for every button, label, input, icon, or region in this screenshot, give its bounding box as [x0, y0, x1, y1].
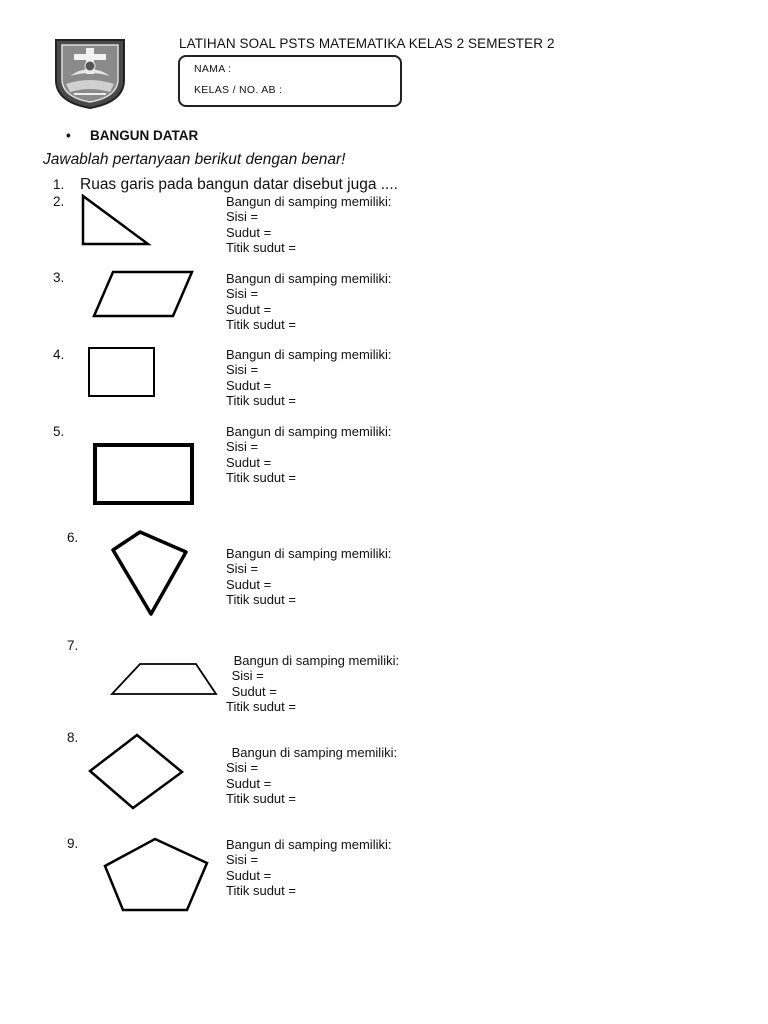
question-number: 6.: [67, 530, 79, 545]
titik-sudut-field: Titik sudut =: [226, 592, 296, 608]
sudut-field: Sudut =: [226, 377, 272, 393]
titik-sudut-field: Titik sudut =: [226, 317, 296, 333]
rhombus-icon: [88, 733, 186, 811]
school-emblem-icon: [52, 36, 128, 110]
answer-prompt: Bangun di samping memiliki:: [226, 194, 392, 209]
sudut-field: Sudut =: [228, 683, 277, 699]
answer-prompt: Bangun di samping memiliki:: [228, 745, 398, 760]
sudut-field: Sudut =: [226, 224, 272, 240]
answer-block: [226, 745, 397, 807]
answer-block: [226, 424, 391, 486]
sisi-field: Sisi =: [226, 439, 259, 455]
answer-block: [226, 271, 391, 333]
question-number: 1.: [53, 177, 65, 192]
question-1: [53, 176, 398, 194]
sudut-field: Sudut =: [226, 775, 272, 791]
question-number: 4.: [53, 347, 65, 362]
sisi-field: Sisi =: [226, 561, 259, 577]
answer-prompt: Bangun di samping memiliki:: [226, 424, 392, 439]
titik-sudut-field: Titik sudut =: [226, 470, 296, 486]
titik-sudut-field: Titik sudut =: [226, 393, 296, 409]
titik-sudut-field: Titik sudut =: [226, 791, 296, 807]
nama-label: NAMA :: [194, 63, 232, 75]
kelas-label: KELAS / NO. AB :: [194, 84, 283, 96]
sisi-field: Sisi =: [226, 362, 259, 378]
answer-prompt: Bangun di samping memiliki:: [226, 837, 392, 852]
answer-block: [226, 347, 391, 409]
answer-prompt: Bangun di samping memiliki:: [226, 347, 392, 362]
sisi-field: Sisi =: [226, 209, 259, 225]
parallelogram-icon: [92, 270, 194, 320]
trapezoid-icon: [110, 662, 220, 696]
question-number: 7.: [67, 638, 79, 653]
rectangle-icon: [92, 442, 196, 506]
answer-block: [226, 194, 391, 256]
sisi-field: Sisi =: [226, 760, 259, 776]
question-number: 9.: [67, 836, 79, 851]
answer-block: [226, 837, 391, 899]
answer-block: [226, 653, 399, 715]
section-heading: [66, 128, 198, 143]
titik-sudut-field: Titik sudut =: [226, 883, 296, 899]
sudut-field: Sudut =: [226, 867, 272, 883]
right-triangle-icon: [80, 194, 152, 248]
sisi-field: Sisi =: [226, 852, 259, 868]
sudut-field: Sudut =: [226, 454, 272, 470]
bullet-icon: •: [66, 128, 71, 143]
question-number: 3.: [53, 270, 65, 285]
question-number: 2.: [53, 194, 65, 209]
answer-prompt: Bangun di samping memiliki:: [226, 271, 392, 286]
sudut-field: Sudut =: [226, 576, 272, 592]
answer-prompt: Bangun di samping memiliki:: [226, 546, 392, 561]
answer-block: [226, 546, 391, 608]
sudut-field: Sudut =: [226, 301, 272, 317]
student-id-box: [178, 55, 402, 107]
question-number: 5.: [53, 424, 65, 439]
page-title: LATIHAN SOAL PSTS MATEMATIKA KELAS 2 SEMESTER 2: [179, 36, 555, 51]
sisi-field: Sisi =: [228, 668, 264, 684]
answer-prompt: Bangun di samping memiliki:: [230, 653, 400, 668]
question-text: Ruas garis pada bangun datar disebut juga ....: [80, 176, 398, 193]
titik-sudut-field: Titik sudut =: [226, 699, 296, 715]
titik-sudut-field: Titik sudut =: [226, 240, 296, 256]
question-number: 8.: [67, 730, 79, 745]
sisi-field: Sisi =: [226, 286, 259, 302]
instruction-text: Jawablah pertanyaan berikut dengan benar!: [43, 151, 346, 168]
kite-icon: [109, 528, 191, 618]
section-title: BANGUN DATAR: [90, 128, 199, 143]
pentagon-icon: [103, 836, 211, 914]
square-icon: [87, 346, 157, 398]
